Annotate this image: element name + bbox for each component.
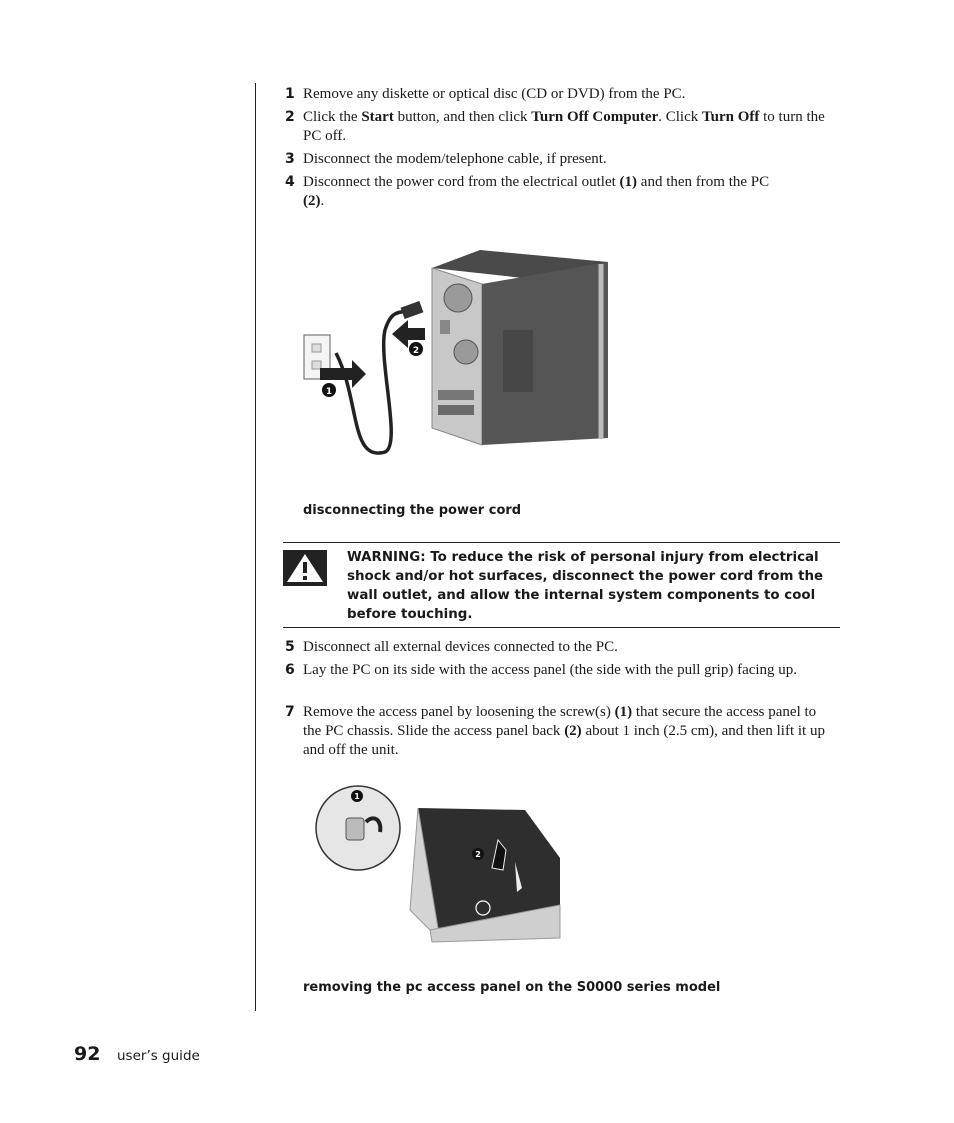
step-4	[285, 173, 830, 211]
step-7	[285, 703, 830, 760]
step-text: Disconnect the modem/telephone cable, if present.	[303, 151, 607, 167]
callout-2	[409, 342, 423, 356]
step-number: 4	[285, 174, 295, 190]
svg-text:1: 1	[354, 792, 360, 801]
step-text: Click the Start button, and then click Turn Off Computer. Click Turn Off to turn the PC off.	[303, 109, 825, 144]
svg-text:1: 1	[325, 387, 333, 397]
step-1	[285, 85, 830, 104]
figure-caption: removing the pc access panel on the S0000 series model	[303, 980, 721, 995]
step-number: 3	[285, 151, 295, 167]
warning-rule-top	[283, 542, 840, 543]
power-cord-illustration	[290, 240, 620, 465]
step-text: Remove the access panel by loosening the screw(s) (1) that secure the access panel to the PC chassis. Slide the access panel back (2) about 1 inch (2.5 cm), and then lift it up and off the unit.	[303, 704, 825, 758]
step-number: 1	[285, 86, 295, 102]
svg-text:2: 2	[412, 346, 420, 356]
step-2	[285, 108, 830, 146]
step-number: 5	[285, 639, 295, 655]
step-text: Disconnect the power cord from the electrical outlet (1) and then from the PC (2).	[303, 174, 770, 209]
step-text: Disconnect all external devices connected to the PC.	[303, 639, 618, 655]
pc-on-side	[410, 808, 560, 942]
pc-tower	[432, 250, 608, 445]
figure-caption: disconnecting the power cord	[303, 503, 522, 518]
step-text: Lay the PC on its side with the access panel (the side with the pull grip) facing up.	[303, 662, 798, 678]
svg-text:2: 2	[475, 850, 481, 859]
step-3	[285, 150, 830, 169]
access-panel-illustration	[310, 780, 570, 950]
step-5	[285, 638, 830, 657]
footer-label: user’s guide	[117, 1048, 200, 1064]
warning-rule-bottom	[283, 627, 840, 628]
warning-text: WARNING: To reduce the risk of personal injury from electrical shock and/or hot surfaces, disconnect the power cord from the wall outlet, and allow the internal system components to cool before touching.	[347, 550, 824, 622]
warning-icon	[283, 550, 327, 586]
step-number: 7	[285, 704, 295, 720]
step-text: Remove any diskette or optical disc (CD or DVD) from the PC.	[303, 86, 686, 102]
margin-rule	[255, 83, 256, 1011]
step-number: 6	[285, 662, 295, 678]
page-number: 92	[74, 1043, 101, 1065]
step-number: 2	[285, 109, 295, 125]
step-6	[285, 661, 830, 680]
callout-1	[322, 383, 336, 397]
